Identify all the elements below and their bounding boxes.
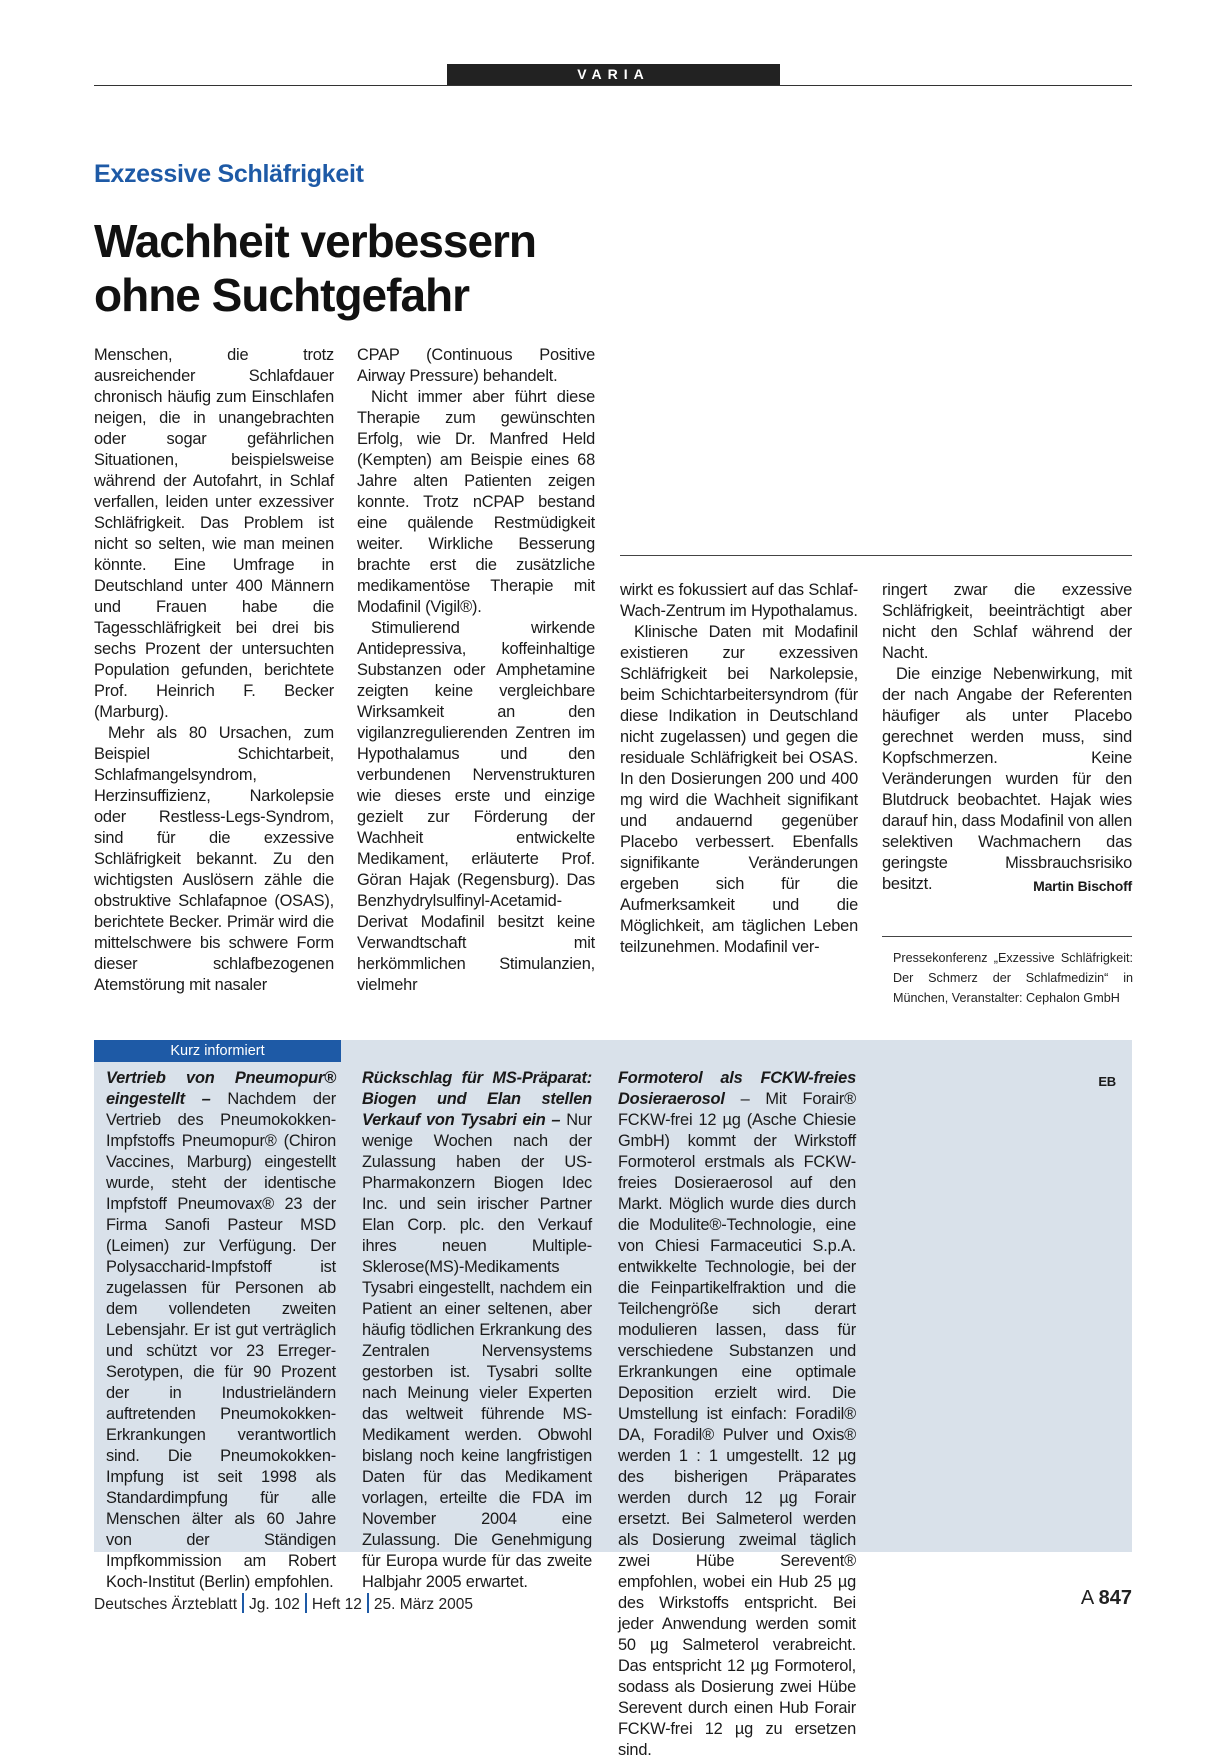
source-note: Pressekonferenz „Exzessive Schläfrigkeit: Der Schmerz der Schlafmedizin“ in München, Veranstalter: Cephalon GmbH (893, 951, 1133, 1005)
infobox-signature: EB (1098, 1074, 1116, 1089)
infobox-item (618, 1068, 856, 1761)
article-paragraph: Menschen, die trotz ausreichender Schlafdauer chronisch häufig zum Einschlafen neigen, die in unangebrachten oder sogar gefährlichen Situationen, beispielsweise während der Autofahrt, in Schlaf verfallen, leiden unter exzessiver Schläfrigkeit. Das Problem ist nicht so selten, wie man meinen könnte. Eine Umfrage in Deutschland unter 400 Männern und Frauen habe die Tagesschläfrigkeit bei drei bis sechs Prozent der untersuchten Population gefunden, berichtete Prof. Heinrich F. Becker (Marburg). (94, 346, 334, 721)
page-number-value: 847 (1098, 1587, 1132, 1609)
article-paragraph: CPAP (Continuous Positive Airway Pressure) behandelt. (357, 346, 595, 385)
article-paragraph-text: Die einzige Nebenwirkung, mit der nach Angabe der Referenten häufiger als unter Placebo gerechnet werden muss, sind Kopfschmerzen. Keine Veränderungen wurden für den Blutdruck beobachtet. Hajak wies darauf hin, dass Modafinil von allen selektiven Wachmachern das geringste Missbrauchsrisiko besitzt. (882, 665, 1132, 893)
infobox-item-lead: Rückschlag für MS-Präparat: Biogen und Elan stellen Verkauf von Tysabri ein – (362, 1069, 592, 1129)
source-divider (882, 936, 1132, 937)
article-paragraph: Nicht immer aber führt diese Therapie zum gewünschten Erfolg, wie Dr. Manfred Held (Kempten) am Beispie eines 68 Jahre alten Patienten zeigen konnte. Trotz nCPAP bestand eine quälende Restmüdigkeit weiter. Wirkliche Besserung brachte erst die zusätzliche medikamentöse Therapie mit Modafinil (Vigil®). (357, 388, 595, 616)
infobox-item (106, 1068, 336, 1593)
article-paragraph: ringert zwar die exzessive Schläfrigkeit, beeinträchtigt aber nicht den Schlaf während der Nacht. (882, 581, 1132, 662)
infobox-item-lead: Vertrieb von Pneumopur® eingestellt – (106, 1069, 336, 1108)
article-kicker: Exzessive Schläfrigkeit (94, 160, 364, 188)
footer (94, 1593, 473, 1614)
infobox-item-text: – Mit Forair® FCKW-frei 12 µg (Asche Chiesie GmbH) kommt der Wirkstoff Formoterol erstmals als FCKW-freies Dosieraerosol auf den Markt. Möglich wurde dies durch die Modulite®-Technologie, eine von Chiesi Farmaceutici S.p.A. entwikkelte Technologie, bei der die Feinpartikelfraktion und die Teilchengröße sich derart modulieren lassen, dass für verschiedene Substanzen und Erkrankungen eine optimale Deposition erzielt wird. Die Umstellung ist einfach: Foradil® DA, Foradil® Pulver und Oxis® werden 1 : 1 umgestellt. 12 µg des bisherigen Präparates werden durch 12 µg Forair ersetzt. Bei Salmeterol werden als Dosierung zweimal täglich zwei Hübe Serevent® empfohlen, wobei ein Hub 25 µg des Wirkstoffs entspricht. Bei jeder Anwendung werden somit 50 µg Salmeterol verabreicht. Das entspricht 12 µg Formoterol, sodass als Dosierung zwei Hübe Serevent durch einen Hub Forair FCKW-frei 12 µg zu ersetzen sind. (618, 1090, 856, 1759)
infobox-item-text: Nachdem der Vertrieb des Pneumokokken-Impfstoffs Pneumopur® (Chiron Vaccines, Marburg) eingestellt wurde, steht der identische Impfstoff Pneumovax® 23 der Firma Sanofi Pasteur MSD (Leimen) zur Verfügung. Der Polysaccharid-Impfstoff ist zugelassen für Personen ab dem vollendeten zweiten Lebensjahr. Er ist gut verträglich und schützt vor 23 Erreger-Serotypen, die für 90 Prozent der in Industrieländern auftretenden Pneumokokken-Erkrankungen verantwortlich sind. Die Pneumokokken-Impfung ist seit 1998 als Standardimpfung für alle Menschen älter als 60 Jahre von der Ständigen Impfkommission am Robert Koch-Institut (Berlin) empfohlen. (106, 1090, 336, 1591)
infobox-label: Kurz informiert (94, 1040, 341, 1062)
footer-journal: Deutsches Ärzteblatt (94, 1596, 238, 1613)
author-name: Martin Bischoff (1033, 878, 1132, 894)
infobox-item (362, 1068, 592, 1593)
article-paragraph: Klinische Daten mit Modafinil existieren zur exzessiven Schläfrigkeit bei Narkolepsie, beim Schichtarbeitersyndrom (für diese Indikation in Deutschland nicht zugelassen) und gegen die residuale Schläfrigkeit bei OSAS. In den Dosierungen 200 und 400 mg wird die Wachheit signifikant und andauernd gegenüber Placebo verbessert. Ebenfalls signifikante Veränderungen ergeben sich für die Aufmerksamkeit und die Möglichkeit, am täglichen Leben teilzunehmen. Modafinil ver- (620, 623, 858, 956)
article-column-2 (357, 345, 595, 996)
infobox-column-1 (106, 1068, 336, 1591)
headline-line-1: Wachheit verbessern (94, 215, 537, 267)
footer-volume: Jg. 102 (249, 1596, 300, 1613)
page-prefix: A (1080, 1587, 1094, 1609)
footer-issue: Heft 12 (311, 1596, 362, 1613)
article-headline (94, 214, 536, 322)
infobox-item-text: Nur wenige Wochen nach der Zulassung haben der US-Pharmakonzern Biogen Idec Inc. und sein irischer Partner Elan Corp. plc. den Verkauf ihres neuen Multiple-Sklerose(MS)-Medikaments Tysabri eingestellt, nachdem ein Patient an einer seltenen, aber häufig tödlichen Erkrankung des Zentralen Nervensystems gestorben ist. Tysabri sollte nach Meinung vieler Experten das weltweit führende MS-Medikament werden. Obwohl bislang noch keine langfristigen Daten für das Medikament vorlagen, erteilte die FDA im November 2004 eine Zulassung. Die Genehmigung für Europa wurde für das zweite Halbjahr 2005 erwartet. (362, 1111, 592, 1591)
infobox-column-2 (362, 1068, 592, 1591)
article-paragraph: wirkt es fokussiert auf das Schlaf-Wach-Zentrum im Hypothalamus. (620, 581, 858, 620)
article-paragraph: Mehr als 80 Ursachen, zum Beispiel Schichtarbeit, Schlafmangelsyndrom, Herzinsuffizienz, Narkolepsie oder Restless-Legs-Syndrom, sind für die exzessive Schläfrigkeit bekannt. Zu den wichtigsten Auslösern zähle die obstruktive Schlafapnoe (OSAS), berichtete Becker. Primär wird die mittelschwere bis schwere Form dieser schlafbezogenen Atemstörung mit nasaler (94, 724, 334, 994)
footer-date: 25. März 2005 (373, 1596, 473, 1613)
header-rule (94, 85, 1132, 86)
article-paragraph: Stimulierend wirkende Antidepressiva, koffeinhaltige Substanzen oder Amphetamine zeigten keine vergleichbare Wirksamkeit an den vigilanzregulierenden Zentren im Hypothalamus und den verbundenen Nervenstrukturen wie dieses erste und einzige gezielt zur Förderung der Wachheit entwickelte Medikament, erläuterte Prof. Göran Hajak (Regensburg). Das Benzhydrylsulfinyl-Acetamid-Derivat Modafinil besitzt keine Verwandtschaft mit herkömmlichen Stimulanzien, vielmehr (357, 619, 595, 994)
footer-separator (242, 1593, 244, 1613)
headline-line-2: ohne Suchtgefahr (94, 269, 470, 321)
section-label: VARIA (447, 64, 780, 85)
article-column-1 (94, 345, 334, 996)
footer-separator (305, 1593, 307, 1613)
article-column-3 (620, 580, 858, 958)
article-column-4 (882, 580, 1132, 897)
article-paragraph (882, 664, 1132, 895)
infobox-column-4 (876, 1068, 1116, 1546)
page-number (1081, 1587, 1132, 1610)
footer-separator (367, 1593, 369, 1613)
infobox-column-3 (618, 1068, 856, 1759)
infobox-item-lead: Formoterol als FCKW-freies Dosieraerosol (618, 1069, 856, 1108)
column-divider (620, 555, 1132, 556)
